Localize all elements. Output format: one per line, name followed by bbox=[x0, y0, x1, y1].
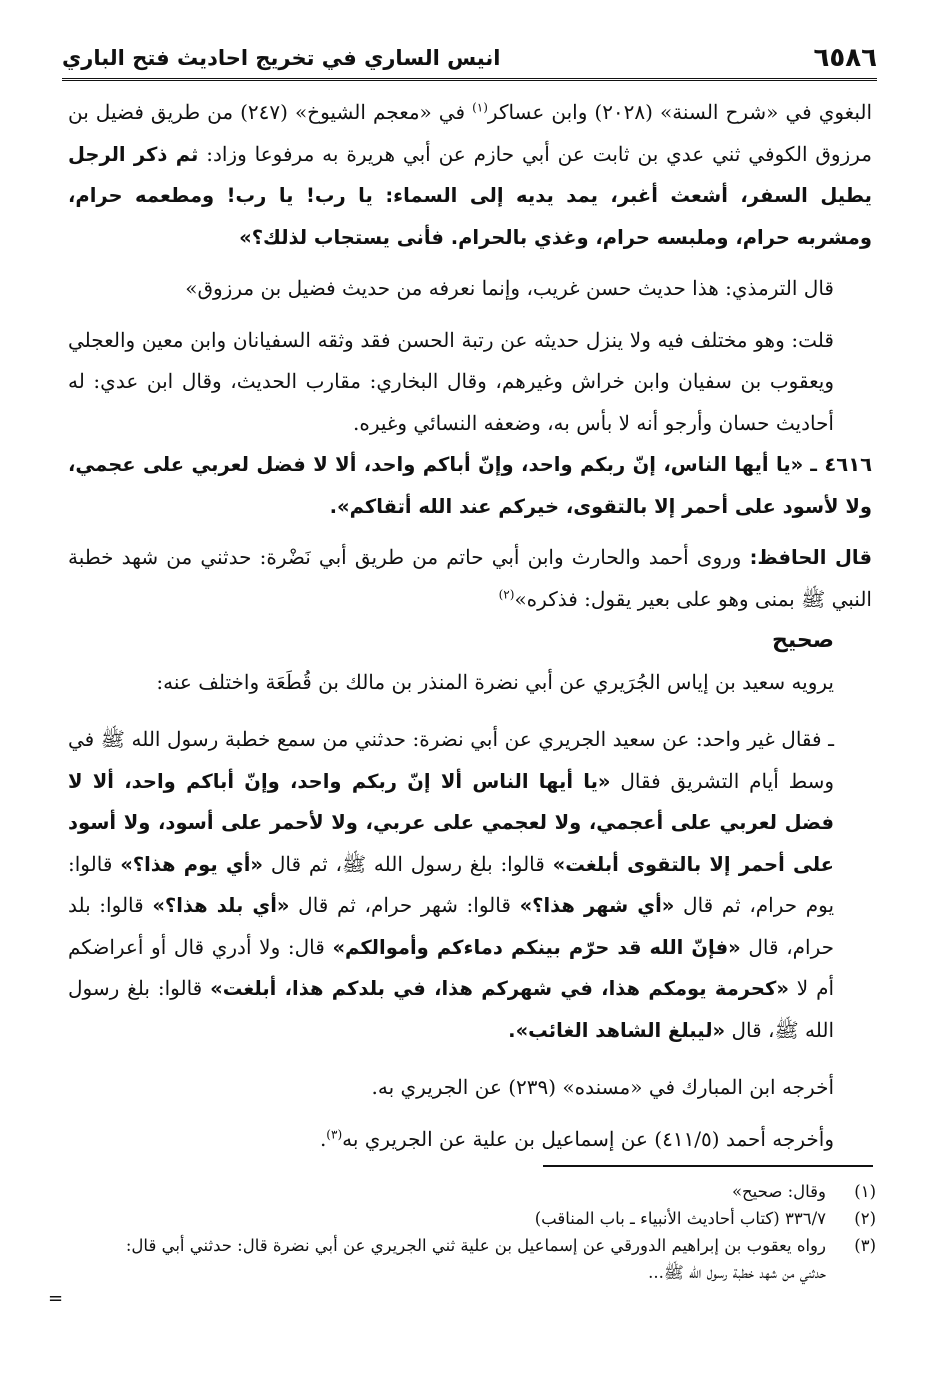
footnote-text: ٣٣٦/٧ (كتاب أحاديث الأنبياء ـ باب المناقب) bbox=[534, 1209, 826, 1228]
hadith-number: ٤٦١٦ ـ bbox=[810, 453, 872, 476]
hadith-text: «يا أيها الناس، إنّ ربكم واحد، وإنّ أباكم واحد، ألا لا فضل لعربي على عجمي، ولا لأسود على أحمر إلا بالتقوى، خيركم عند الله أتقاكم». bbox=[68, 453, 872, 518]
footnote-number: (٢) bbox=[854, 1209, 876, 1228]
text-segment: قالوا: يوم حرام، ثم قال bbox=[68, 851, 835, 917]
quote-bold: «أي بلد هذا؟» bbox=[152, 894, 290, 917]
quote-bold: «يا أيها الناس ألا إنّ ربكم واحد، وإنّ أباكم واحد، ألا لا فضل لعربي على أعجمي، ولا لعجمي على عربي، ولا لأحمر على أسود، ولا أسود على أحمر إلا بالتقوى أبلغت» bbox=[68, 769, 835, 876]
hadith-addition: ثم ذكر الرجل يطيل السفر، أشعث أغبر، يمد يديه إلى السماء: يا رب! يا رب! ومطعمه حرام، ومشربه حرام، وملبسه حرام، وغذي بالحرام. فأنى يستجاب لذلك؟» bbox=[68, 142, 872, 249]
text-segment: البغوي في «شرح السنة» (٢٠٢٨) وابن عساكر bbox=[487, 100, 873, 124]
page-body bbox=[68, 92, 872, 1160]
footnote-divider bbox=[543, 1165, 873, 1167]
text-segment: وروى أحمد والحارث وابن أبي حاتم من طريق أبي نَضْرة: حدثني من شهد خطبة النبي ﷺ بمنى وهو على بعير يقول: فذكره» bbox=[68, 545, 872, 611]
text-segment: وأخرجه أحمد (٤١١/٥) عن إسماعيل بن علية عن الجريري به bbox=[342, 1126, 834, 1151]
footnote-number: (٣) bbox=[854, 1236, 876, 1255]
page-number: ٦٥٨٦ bbox=[813, 43, 877, 73]
paragraph-1 bbox=[68, 92, 872, 258]
text-segment: ـ فقال غير واحد: عن سعيد الجريري عن أبي نضرة: حدثني من سمع خطبة رسول الله ﷺ في وسط أيام التشريق فقال bbox=[68, 727, 834, 793]
footnotes bbox=[68, 1178, 876, 1286]
text-segment: قالوا: بلغ رسول الله ﷺ، ثم قال bbox=[270, 851, 545, 876]
paragraph-mubarak: أخرجه ابن المبارك في «مسنده» (٢٣٩) عن الجريري به. bbox=[371, 1075, 834, 1099]
hafiz-label: قال الحافظ: bbox=[749, 546, 872, 569]
footnote-item bbox=[68, 1205, 876, 1232]
paragraph-ahmad bbox=[68, 1119, 872, 1161]
footnote-item bbox=[68, 1178, 876, 1205]
text-segment: قالوا: بلد حرام، قال bbox=[68, 893, 835, 959]
text-segment: قالوا: شهر حرام، ثم قال bbox=[298, 893, 511, 917]
text-segment: . bbox=[319, 1126, 327, 1151]
paragraph-hafiz bbox=[68, 537, 872, 620]
quote-bold: «كحرمة يومكم هذا، في شهركم هذا، في بلدكم هذا، أبلغت» bbox=[210, 977, 789, 1000]
footnote-text: رواه يعقوب بن إبراهيم الدورقي عن إسماعيل بن علية ثني الجريري عن أبي نضرة قال: حدثني أبي قال: bbox=[125, 1236, 826, 1255]
text-segment: في «معجم الشيوخ» (٢٤٧) من طريق فضيل بن مرزوق الكوفي ثني عدي بن ثابت عن أبي حازم عن أبي هريرة به مرفوعا وزاد: bbox=[68, 100, 872, 166]
paragraph-narration-chain: يرويه سعيد بن إياس الجُرَيري عن أبي نضرة المنذر بن مالك بن قُطَعَة واختلف عنه: bbox=[156, 669, 834, 694]
footnote-ref[interactable]: (١) bbox=[472, 100, 488, 115]
quote-bold: «فإنّ الله قد حرّم بينكم دماءكم وأموالكم» bbox=[332, 935, 741, 959]
footnote-text: وقال: صحيح» bbox=[731, 1182, 826, 1201]
footnote-ref[interactable]: (٢) bbox=[498, 586, 515, 601]
footnote-continuation: حدثني من شهد خطبة رسول الله ﷺ... bbox=[648, 1263, 826, 1282]
text-segment: قالوا: بلغ رسول الله ﷺ، قال bbox=[68, 976, 834, 1042]
grade-heading: صحيح bbox=[772, 628, 834, 653]
paragraph-tirmidhi: قال الترمذي: هذا حديث حسن غريب، وإنما نعرفه من حديث فضيل بن مرزوق» bbox=[185, 276, 834, 300]
paragraph-qultu: قلت: وهو مختلف فيه ولا ينزل حديثه عن رتبة الحسن فقد وثقه السفيانان وابن معين والعجلي ويعقوب بن سفيان وابن خراش وغيرهم، وقال البخاري: مقارب الحديث، وقال ابن عدي: له أحاديث حسان وأرجو أنه لا بأس به، وضعفه النسائي وغيره. bbox=[68, 327, 834, 435]
quote-bold: «أي شهر هذا؟» bbox=[519, 894, 675, 917]
book-title: انيس الساري في تخريج احاديث فتح الباري bbox=[62, 46, 501, 70]
continuation-mark: = bbox=[48, 1288, 64, 1309]
quote-bold: «أي يوم هذا؟» bbox=[120, 852, 264, 876]
footnote-item bbox=[68, 1232, 876, 1259]
running-header bbox=[62, 38, 877, 81]
text-segment: قال: ولا أدري قال أو أعراضكم أم لا bbox=[68, 934, 835, 1000]
footnote-number: (١) bbox=[854, 1182, 876, 1201]
footnote-ref[interactable]: (٣) bbox=[326, 1126, 343, 1141]
paragraph-variant bbox=[68, 719, 872, 1051]
hadith-entry bbox=[68, 444, 872, 527]
quote-bold: «ليبلغ الشاهد الغائب». bbox=[508, 1018, 726, 1042]
